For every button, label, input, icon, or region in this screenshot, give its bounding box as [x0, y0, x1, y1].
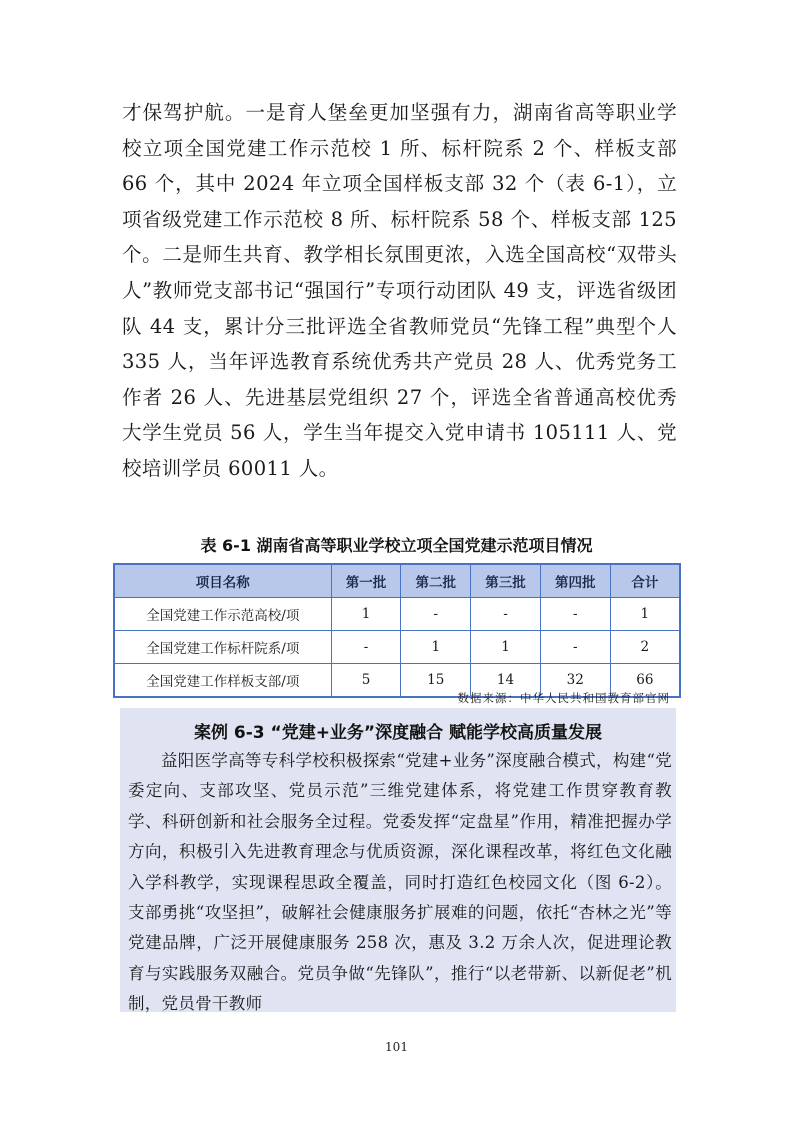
table-header-cell: 合计	[610, 564, 680, 598]
table-cell: -	[540, 631, 610, 664]
case-study-title: 案例 6-3 “党建+业务”深度融合 赋能学校高质量发展	[193, 723, 603, 743]
table-source-note: 数据来源：中华人民共和国教育部官网	[457, 691, 670, 705]
case-study-box	[120, 708, 676, 1012]
table-cell: -	[331, 631, 401, 664]
table-cell: 2	[610, 631, 680, 664]
case-study-text: 益阳医学高等专科学校积极探索“党建+业务”深度融合模式，构建“党委定向、支部攻坚、党员示范”三维党建体系，将党建工作贯穿教育教学、科研创新和社会服务全过程。党委发挥“定盘星”作用，精准把握办学方向，积极引入先进教育理念与优质资源，深化课程改革，将红色文化融入学科教学，实现课程思政全覆盖，同时打造红色校园文化（图 6-2）。支部勇挑“攻坚担”，破解社会健康服务扩展难的问题，依托“杏林之光”等党建品牌，广泛开展健康服务 258 次，惠及 3.2 万余人次，促进理论教育与实践服务双融合。党员争做“先锋队”，推行“以老带新、以新促老”机制，党员骨干教师	[128, 751, 672, 1014]
table-cell: -	[471, 598, 541, 631]
table-cell: -	[540, 598, 610, 631]
table-row	[114, 631, 680, 664]
table-header-cell: 第一批	[331, 564, 401, 598]
body-paragraph: 才保驾护航。一是育人堡垒更加坚强有力，湖南省高等职业学校立项全国党建工作示范校 1 所、标杆院系 2 个、样板支部 66 个，其中 2024 年立项全国样板支部 32 个（表 6-1），立项省级党建工作示范校 8 所、标杆院系 58 个、样板支部 125 个。二是师生共育、教学相长氛围更浓，入选全国高校“双带头人”教师党支部书记“强国行”专项行动团队 49 支，评选省级团队 44 支，累计分三批评选全省教师党员“先锋工程”典型个人 335 人，当年评选教育系统优秀共产党员 28 人、优秀党务工作者 26 人、先进基层党组织 27 个，评选全省普通高校优秀大学生党员 56 人，学生当年提交入党申请书 105111 人、党校培训学员 60011 人。	[122, 101, 677, 480]
table-cell: 1	[471, 631, 541, 664]
table-header-cell: 第二批	[401, 564, 471, 598]
table-cell: 1	[331, 598, 401, 631]
table-cell: 14	[471, 664, 541, 698]
table-cell: 15	[401, 664, 471, 698]
table-caption: 表 6-1 湖南省高等职业学校立项全国党建示范项目情况	[200, 536, 593, 555]
table-header-cell: 项目名称	[114, 564, 331, 598]
table-header-cell: 第三批	[471, 564, 541, 598]
table-row	[114, 598, 680, 631]
table-header-row	[114, 564, 680, 598]
data-table	[113, 563, 681, 698]
table-cell: 66	[610, 664, 680, 698]
table-cell: -	[401, 598, 471, 631]
page-number: 101	[385, 1040, 408, 1054]
table-cell: 5	[331, 664, 401, 698]
table-cell: 32	[540, 664, 610, 698]
table-header-cell: 第四批	[540, 564, 610, 598]
table-cell: 全国党建工作样板支部/项	[114, 664, 331, 698]
table-cell: 全国党建工作示范高校/项	[114, 598, 331, 631]
table-cell: 全国党建工作标杆院系/项	[114, 631, 331, 664]
table-cell: 1	[610, 598, 680, 631]
table-cell: 1	[401, 631, 471, 664]
